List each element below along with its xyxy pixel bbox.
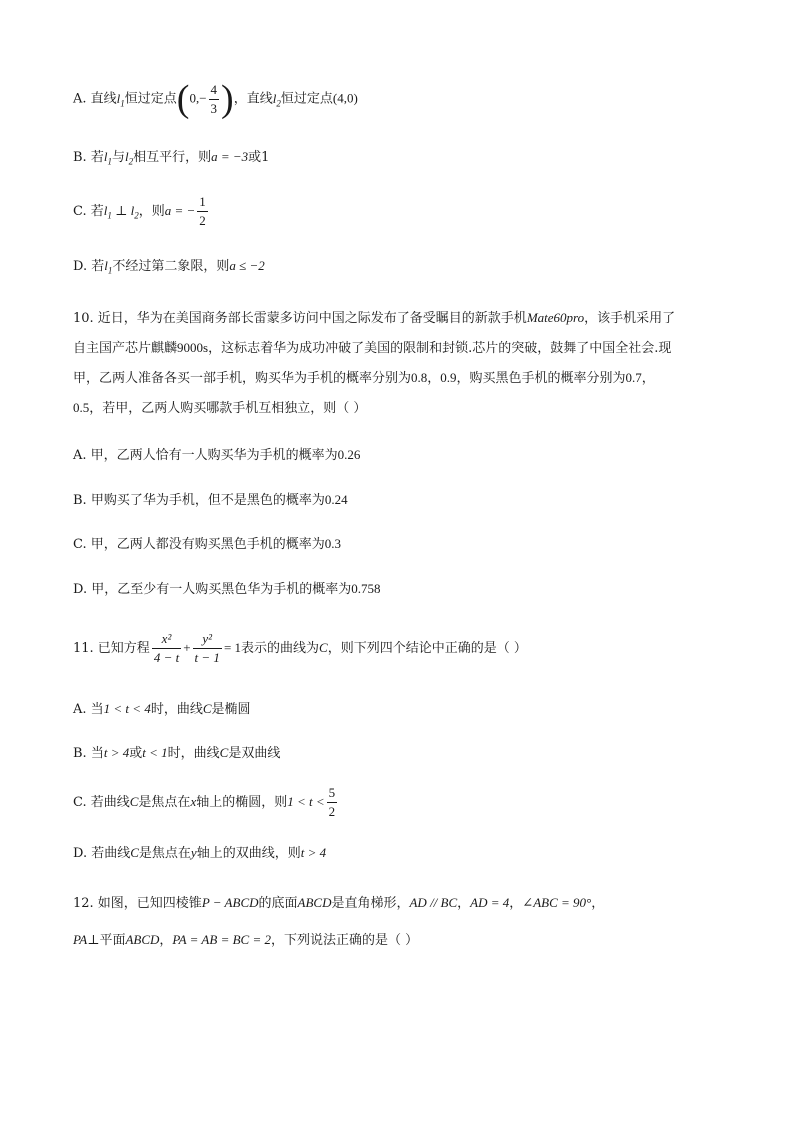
q12-stem-line1 — [73, 893, 604, 914]
q11-c-axis: x — [190, 794, 197, 809]
l2-symbol: $l_2$ — [272, 90, 281, 109]
q11-d-axis: y — [190, 845, 197, 860]
q12-stem-line2 — [73, 930, 418, 951]
q11-c-mid: 是焦点在 — [138, 795, 191, 810]
q12-l1-sep2: ， — [509, 896, 523, 911]
q11-c-mid2: 轴上的椭圆，则 — [196, 795, 288, 810]
q12-l2-sep: ， — [159, 933, 173, 948]
q11-b-c: C — [219, 745, 229, 760]
q11-a-mid: 时，曲线 — [150, 702, 203, 717]
q11-d-c: C — [130, 845, 139, 860]
q9-option-a — [73, 80, 358, 118]
q10-l2-pre: 自主国产芯片麒麟 — [73, 341, 178, 356]
q11-b-or: 或 — [129, 746, 143, 761]
q10-l1-pre: 10. 近日，华为在美国商务部长雷蒙多访问中国之际发布了备受瞩目的新款手机 — [73, 311, 527, 326]
frac-den: 3 — [210, 100, 218, 116]
q11-mid: 表示的曲线为 — [241, 641, 320, 656]
frac-den: 2 — [199, 213, 206, 228]
q10-l3-pre: 甲，乙两人准备各买一部手机，购买华为手机的概率分别为 — [73, 371, 412, 386]
q10-stem-line1 — [73, 308, 675, 329]
q10-a-val: 0.26 — [337, 447, 361, 462]
q10-l2-post: ，这标志着华为成功冲破了美国的限制和封锁.芯片的突破，鼓舞了中国全社会.现 — [208, 341, 672, 356]
q12-l1-mid1: 的底面 — [258, 896, 298, 911]
l2-symbol: $l_2$ — [124, 149, 134, 167]
q11-b-mid: 时，曲线 — [167, 746, 220, 761]
q10-p1: 0.8 — [411, 370, 428, 385]
frac-num: 4 — [209, 81, 220, 100]
q9-a-pre: A. 直线 — [73, 91, 117, 107]
q10-a-text: A. 甲，乙两人恰有一人购买华为手机的概率为 — [73, 448, 338, 463]
q9-b-mid2: 相互平行，则 — [133, 150, 212, 165]
q9-option-c — [73, 193, 210, 234]
q12-base: ABCD — [297, 895, 332, 910]
q12-parallel: AD // BC — [409, 895, 458, 910]
q11-b-cond2: t < 1 — [142, 745, 168, 760]
q9-c-mid: ，则 — [138, 204, 165, 219]
q11-c-cond: 1 < t < — [287, 794, 325, 809]
q9-option-b — [73, 147, 269, 172]
q11-c-pre: C. 若曲线 — [73, 795, 130, 810]
q10-p3: 0.7 — [625, 370, 642, 385]
q12-ad: AD = 4 — [470, 895, 510, 910]
q10-p2: 0.9 — [440, 370, 457, 385]
q11-option-d — [73, 843, 326, 864]
left-big-paren: ( — [176, 78, 190, 120]
q9-c-val: a = − — [164, 203, 196, 218]
frac-num: x² — [152, 630, 181, 649]
q11-post: ，则下列四个结论中正确的是（ ） — [327, 641, 527, 656]
q10-chip: 9000s — [177, 340, 209, 355]
q10-stem-line2 — [73, 338, 671, 359]
q11-b-cond1: t > 4 — [103, 745, 130, 760]
q11-frac-y — [193, 630, 222, 667]
q11-a-post: 是椭圆 — [211, 702, 251, 717]
q9-a-point1: 0,− — [189, 90, 207, 106]
q12-angle: ∠ABC = 90° — [522, 895, 592, 910]
q11-d-cond: t > 4 — [300, 845, 327, 860]
q9-d-pre: D. 若 — [73, 259, 105, 274]
q12-l1-sep1: ， — [457, 896, 471, 911]
q12-l1-post: ， — [591, 896, 605, 911]
l1-symbol: $l_1$ — [103, 149, 112, 167]
l1-symbol: $l_1$ — [116, 90, 125, 109]
q10-option-c — [73, 534, 341, 555]
q11-option-a — [73, 699, 251, 720]
q10-option-b — [73, 490, 348, 511]
q11-d-pre: D. 若曲线 — [73, 846, 131, 861]
q11-curve-c: C — [319, 640, 328, 655]
q9-a-point2: (4,0) — [332, 90, 358, 106]
l1-symbol: $l_1$ — [103, 203, 112, 221]
q10-model: Mate60pro — [526, 310, 585, 325]
q10-l3-post: ， — [641, 371, 655, 386]
q9-b-mid1: 与 — [111, 150, 125, 165]
q10-b-text: B. 甲购买了华为手机，但不是黑色的概率为 — [73, 493, 325, 508]
frac-num: 1 — [197, 193, 208, 212]
q12-plane: ABCD — [125, 932, 160, 947]
q11-frac-x — [152, 630, 181, 667]
q9-a-mid3: 恒过定点 — [280, 91, 333, 107]
q10-stem-line4 — [73, 398, 366, 419]
q12-l2-post: ，下列说法正确的是（ ） — [270, 933, 419, 948]
q11-c-c: C — [129, 794, 139, 809]
q12-l1-mid2: 是直角梯形， — [331, 896, 410, 911]
q11-option-c — [73, 782, 339, 823]
q11-stem — [73, 628, 527, 669]
q10-p4: 0.5 — [73, 400, 90, 415]
q9-c-fraction — [197, 193, 208, 230]
frac-den: 4 − t — [153, 650, 180, 665]
q11-a-c: C — [202, 701, 212, 716]
q9-d-val: a ≤ −2 — [229, 258, 265, 273]
q11-option-b — [73, 743, 280, 764]
q12-eq: PA = AB = BC = 2 — [172, 932, 271, 947]
q9-d-mid: 不经过第二象限，则 — [112, 259, 230, 274]
q11-b-post: 是双曲线 — [228, 746, 281, 761]
q12-pa: PA — [73, 932, 88, 947]
q10-c-text: C. 甲，乙两人都没有购买黑色手机的概率为 — [73, 537, 325, 552]
frac-num: 5 — [327, 784, 338, 803]
l2-symbol: $l_2$ — [130, 203, 139, 221]
q11-plus: + — [183, 640, 191, 655]
q11-d-mid2: 轴上的双曲线，则 — [196, 846, 301, 861]
q12-pyramid: P − ABCD — [201, 895, 259, 910]
q10-d-text: D. 甲，乙至少有一人购买黑色华为手机的概率为 — [73, 582, 352, 597]
q11-d-mid: 是焦点在 — [138, 846, 191, 861]
q10-l3-mid: ，购买黑色手机的概率分别为 — [456, 371, 626, 386]
q10-stem-line3 — [73, 368, 655, 389]
q9-b-tail: 或1 — [248, 150, 270, 165]
q12-l1-pre: 12. 如图，已知四棱锥 — [73, 896, 202, 911]
q11-pre: 11. 已知方程 — [73, 641, 150, 656]
frac-num: y² — [193, 630, 222, 649]
frac-den: 2 — [328, 804, 336, 819]
q10-l1-post: ，该手机采用了 — [584, 311, 676, 326]
l1-symbol: $l_1$ — [104, 258, 113, 276]
q10-c-val: 0.3 — [324, 536, 341, 551]
q9-b-val: a = −3 — [211, 149, 249, 164]
right-big-paren: ) — [221, 78, 234, 120]
q11-eq: = 1 — [223, 640, 242, 655]
q10-b-val: 0.24 — [324, 492, 348, 507]
q9-a-mid2: ，直线 — [233, 91, 273, 107]
q10-option-d — [73, 579, 380, 600]
q9-b-pre: B. 若 — [73, 150, 104, 165]
frac-den: t − 1 — [194, 650, 220, 665]
q10-l4-post: ，若甲，乙两人购买哪款手机互相独立，则（ ） — [89, 401, 367, 416]
q11-c-fraction — [327, 784, 338, 821]
q11-a-pre: A. 当 — [73, 702, 104, 717]
q9-a-fraction — [209, 81, 220, 118]
q11-a-cond: 1 < t < 4 — [103, 701, 151, 716]
q12-perp: ⊥平面 — [87, 933, 126, 948]
perp-symbol: ⊥ — [111, 203, 131, 218]
q9-c-pre: C. 若 — [73, 204, 104, 219]
q10-option-a — [73, 445, 360, 466]
q10-l3-sep: ， — [427, 371, 441, 386]
q10-d-val: 0.758 — [351, 581, 381, 596]
q11-b-pre: B. 当 — [73, 746, 104, 761]
q9-option-d — [73, 256, 265, 281]
q9-a-mid1: 恒过定点 — [124, 91, 177, 107]
